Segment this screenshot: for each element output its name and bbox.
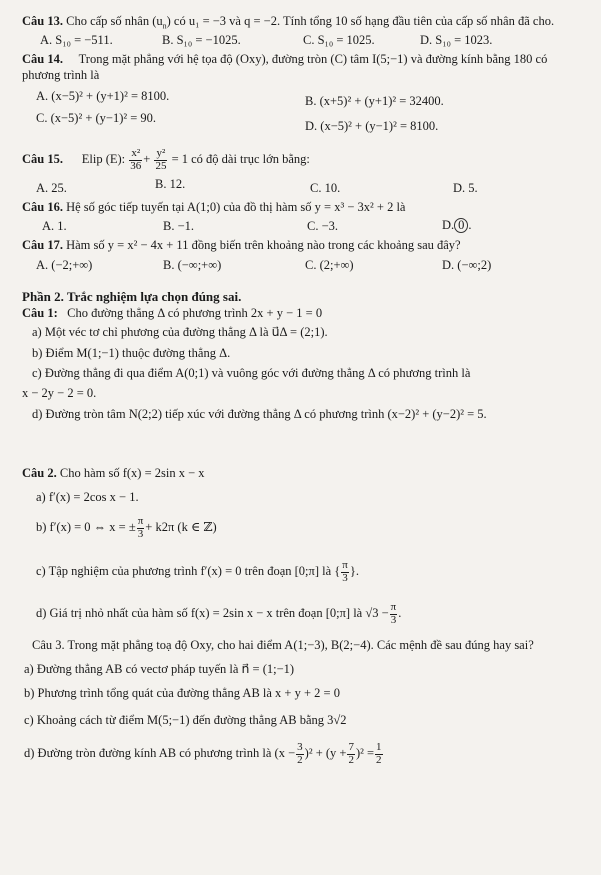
q16-option-b: B. −1. <box>163 219 195 233</box>
q14-number: Câu 14. <box>22 52 63 66</box>
q16-option-a: A. 1. <box>42 219 67 233</box>
p2-q3-a: a) Đường thẳng AB có vectơ pháp tuyến là n⃗ = (1;−1) <box>24 662 295 676</box>
p2-q1-b: b) Điểm M(1;−1) thuộc đường thẳng Δ. <box>32 346 231 360</box>
q14-stem <box>22 52 547 68</box>
q15-option-b: B. 12. <box>155 177 186 191</box>
p2-q1-d: d) Đường tròn tâm N(2;2) tiếp xúc với đường thẳng Δ có phương trình (x−2)² + (y−2)² = 5. <box>32 407 487 421</box>
q13-option-a: A. S₁₀ = −511. <box>40 33 113 47</box>
p2-q1-a: a) Một véc tơ chỉ phương của đường thẳng Δ là u⃗Δ = (2;1). <box>32 325 328 339</box>
q15-number: Câu 15. <box>22 151 63 166</box>
q17-option-c: C. (2;+∞) <box>305 258 354 272</box>
q14-text: Trong mặt phẳng với hệ tọa độ (Oxy), đường tròn (C) tâm I(5;−1) và đường kính bằng 180 có <box>78 52 548 66</box>
part2-title: Phần 2. Trắc nghiệm lựa chọn đúng sai. <box>22 289 242 304</box>
q14-option-d: D. (x−5)² + (y−1)² = 8100. <box>305 119 439 133</box>
q17-option-d: D. (−∞;2) <box>442 258 492 272</box>
q13-stem: Câu 13. Cho cấp số nhân $(u_n)$ có u₁ = −3 và q = −2. Tính tổng 10 số hạng đầu tiên của cấp số nhân đã cho. <box>22 14 555 31</box>
p2-q3-d: d) Đường tròn đường kính AB có phương trình là (x − $\frac{3}{2}$ )² + (y + $\frac{7}{2}$ )² = $\frac{1}{2}$ <box>24 741 382 766</box>
q14-option-b: B. (x+5)² + (y+1)² = 32400. <box>305 94 444 108</box>
p2-q2-b: b) f′(x) = 0 ⇔ x = ± $\frac{\pi}{3}$ + k2π (k ∈ ℤ) <box>36 515 217 540</box>
q16-option-c: C. −3. <box>307 219 339 233</box>
q16-number: Câu 16. <box>22 200 63 214</box>
p2-q2-d: d) Giá trị nhỏ nhất của hàm số f(x) = 2sin x − x trên đoạn [0;π] là √3 − $\frac{\pi}{3}$ . <box>36 601 402 626</box>
q15-option-c: C. 10. <box>310 181 341 195</box>
q13-text: Cho cấp số nhân (u <box>66 14 163 28</box>
q16-option-d: D. 0 . <box>442 218 472 232</box>
q14-stem-line2: phương trình là <box>22 68 100 82</box>
handwritten-circle-mark: 0 <box>454 218 468 233</box>
p2-q3-b: b) Phương trình tổng quát của đường thẳng AB là x + y + 2 = 0 <box>24 686 340 700</box>
p2-q2-stem: Câu 2. Cho hàm số f(x) = 2sin x − x <box>22 466 205 480</box>
q15-stem: Câu 15. Elip (E): $\frac{\text{x²}}{36}$ + $\frac{\text{y²}}{25}$ = 1 có độ dài trục lớn bằng: <box>22 147 310 172</box>
p2-q2-a: a) f′(x) = 2cos x − 1. <box>36 490 139 504</box>
p2-q2-c: c) Tập nghiệm của phương trình f′(x) = 0 trên đoạn [0;π] là { $\frac{\pi}{3}$ }. <box>36 559 359 584</box>
p2-q1-stem: Câu 1: Cho đường thẳng Δ có phương trình 2x + y − 1 = 0 <box>22 306 323 320</box>
q14-option-a: A. (x−5)² + (y+1)² = 8100. <box>36 89 170 103</box>
p2-q3-c: c) Khoảng cách từ điểm M(5;−1) đến đường thẳng AB bằng 3√2 <box>24 713 347 727</box>
q15-option-d: D. 5. <box>453 181 478 195</box>
q13-option-b: B. S₁₀ = −1025. <box>162 33 241 47</box>
q17-option-b: B. (−∞;+∞) <box>163 258 222 272</box>
q13-number: Câu 13. <box>22 14 63 28</box>
q17-number: Câu 17. <box>22 238 63 252</box>
q15-fraction-x: $\frac{\text{x²}}{36}$ <box>130 147 142 172</box>
q13-option-c: C. S₁₀ = 1025. <box>303 33 375 47</box>
q14-option-c: C. (x−5)² + (y−1)² = 90. <box>36 111 157 125</box>
q16-stem: Câu 16. Hệ số góc tiếp tuyến tại A(1;0) của đồ thị hàm số y = x³ − 3x² + 2 là <box>22 200 406 214</box>
q15-fraction-y: $\frac{\text{y²}}{25}$ <box>155 147 167 172</box>
p2-q2-number: Câu 2. <box>22 466 57 480</box>
p2-q3-stem: Câu 3. Trong mặt phẳng toạ độ Oxy, cho hai điểm A(1;−3), B(2;−4). Các mệnh đề sau đúng hay sai? <box>32 638 534 652</box>
q17-option-a: A. (−2;+∞) <box>36 258 93 272</box>
p2-q1-c: c) Đường thẳng đi qua điểm A(0;1) và vuông góc với đường thẳng Δ có phương trình là <box>32 366 471 380</box>
q15-option-a: A. 25. <box>36 181 67 195</box>
p2-q1-number: Câu 1: <box>22 306 58 320</box>
p2-q1-c-line2: x − 2y − 2 = 0. <box>22 386 97 400</box>
q13-option-d: D. S₁₀ = 1023. <box>420 33 493 47</box>
q17-stem: Câu 17. Hàm số y = x² − 4x + 11 đồng biến trên khoảng nào trong các khoảng sau đây? <box>22 238 461 252</box>
